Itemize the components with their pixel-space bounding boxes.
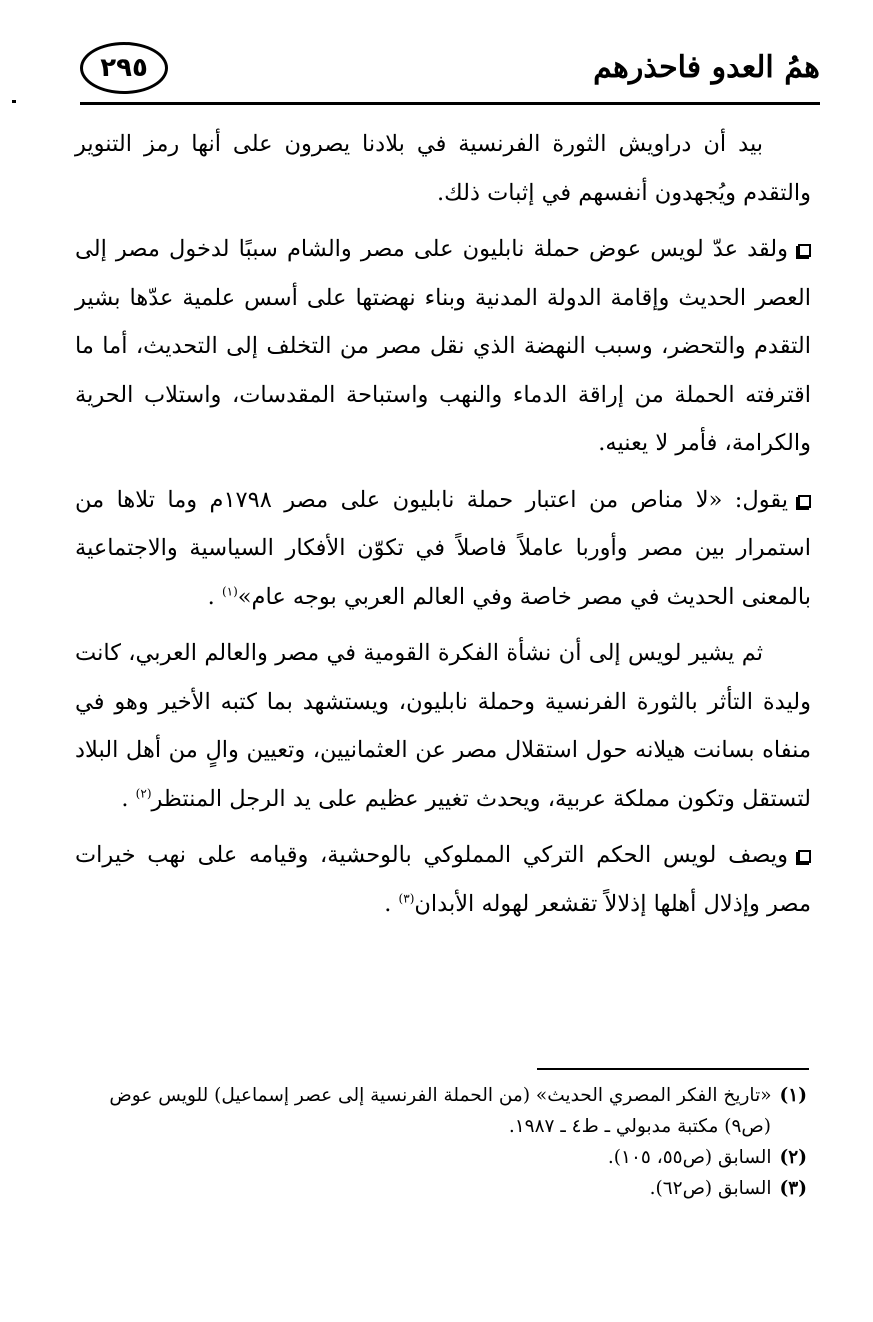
square-bullet-icon: [798, 244, 811, 257]
footnote-ref-2: (٢): [135, 786, 152, 800]
paragraph-2: [75, 225, 811, 468]
paragraph-3: [75, 476, 811, 622]
footnote-1: [72, 1080, 807, 1111]
main-text: [75, 120, 811, 936]
footnote-number: (٣): [779, 1178, 807, 1199]
paragraph-5: [75, 831, 811, 928]
footnote-ref-1: (١): [221, 584, 238, 598]
paragraph-4: [75, 629, 811, 823]
paragraph-5-end: .: [384, 890, 399, 917]
page-number-oval: [80, 42, 168, 94]
square-bullet-icon: [798, 495, 811, 508]
paragraph-3-text: يقول: «لا مناص من اعتبار حملة نابليون على مصر ١٧٩٨م وما تلاها من استمرار بين مصر وأوربا عاملاً فاصلاً في تكوّن الأفكار السياسية والاجتماعية بالمعنى الحديث في مصر خاصة وفي العالم العربي بوجه عام»: [75, 486, 811, 610]
square-bullet-icon: [798, 850, 811, 863]
footnote-number: (٢): [779, 1147, 807, 1168]
paragraph-5-text: ويصف لويس الحكم التركي المملوكي بالوحشية، وقيامه على نهب خيرات مصر وإذلال أهلها إذلالاً تقشعر لهوله الأبدان: [75, 842, 811, 917]
footnote-ref-3: (٣): [398, 891, 415, 905]
paragraph-3-end: .: [207, 583, 222, 610]
running-title: همُ العدو فاحذرهم: [593, 50, 820, 85]
paragraph-1: [75, 120, 811, 217]
scan-speck: [12, 100, 16, 103]
paragraph-1-text: بيد أن دراويش الثورة الفرنسية في بلادنا يصرون على أنها رمز التنوير والتقدم ويُجهدون أنفسهم في إثبات ذلك.: [75, 131, 811, 206]
footnote-1-continuation: [72, 1111, 807, 1142]
header-rule: [80, 102, 820, 105]
footnote-2: [72, 1142, 807, 1173]
page-number: ٢٩٥: [100, 53, 148, 83]
footnote-text: السابق (ص٥٥، ١٠٥).: [607, 1147, 772, 1168]
paragraph-2-text: ولقد عدّ لويس عوض حملة نابليون على مصر والشام سببًا لدخول مصر إلى العصر الحديث وإقامة الدولة المدنية وبناء نهضتها على أسس علمية عدّها بشير التقدم والتحضر، وسبب النهضة الذي نقل مصر من التخلف إلى التحديث، أما ما اقترفته الحملة من إراقة الدماء والنهب واستباحة المقدسات، واستلاب الحرية والكرامة، فأمر لا يعنيه.: [75, 236, 811, 456]
footnotes: [72, 1080, 807, 1204]
footnote-text-continuation: (ص٩) مكتبة مدبولي ـ ط٤ ـ ١٩٨٧.: [508, 1116, 771, 1137]
paragraph-4-end: .: [121, 785, 136, 812]
footnote-number: (١): [779, 1085, 807, 1106]
footnote-text: «تاريخ الفكر المصري الحديث» (من الحملة الفرنسية إلى عصر إسماعيل) للويس عوض: [109, 1085, 772, 1106]
page-header: [80, 40, 820, 110]
footnote-text: السابق (ص٦٢).: [649, 1178, 772, 1199]
footnote-separator: [537, 1068, 809, 1070]
paragraph-4-text: ثم يشير لويس إلى أن نشأة الفكرة القومية في مصر والعالم العربي، كانت وليدة التأثر بالثورة الفرنسية وحملة نابليون، ويستشهد بما كتبه الأخير وهو في منفاه بسانت هيلانه حول استقلال مصر عن العثمانيين، وتعيين والٍ من أهل البلاد لتستقل وتكون مملكة عربية، ويحدث تغيير عظيم على يد الرجل المنتظر: [75, 640, 811, 812]
footnote-3: [72, 1173, 807, 1204]
